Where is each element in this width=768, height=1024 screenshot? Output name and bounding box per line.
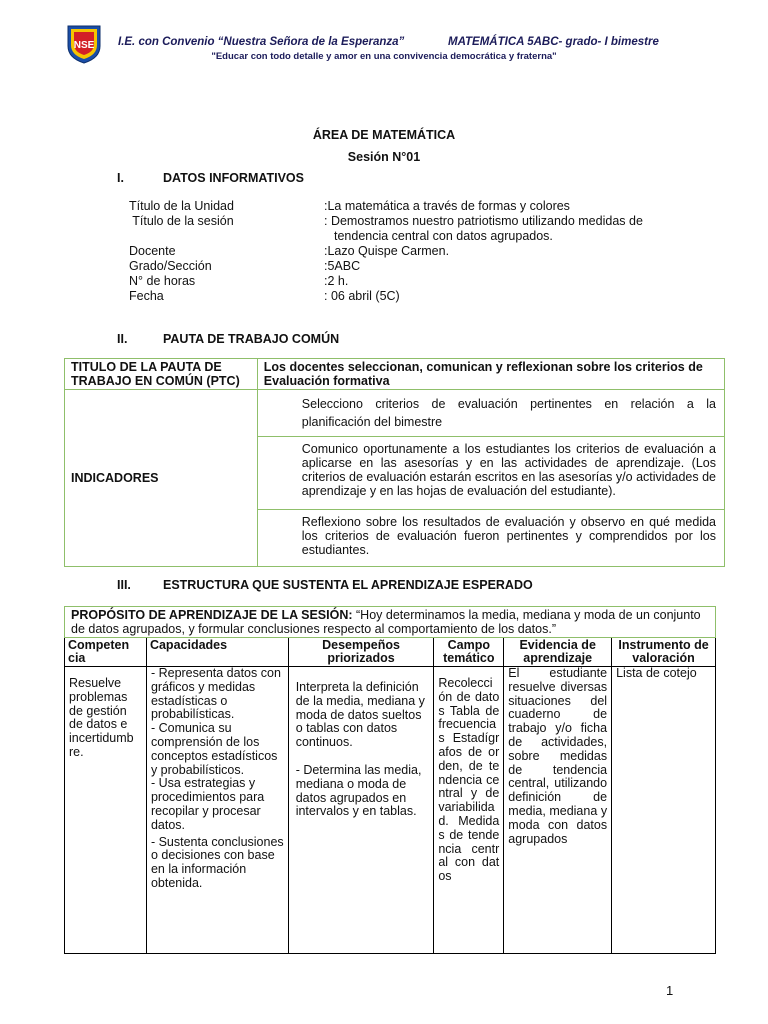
info-block bbox=[129, 199, 689, 309]
section-title: ESTRUCTURA QUE SUSTENTA EL APRENDIZAJE ESPERADO bbox=[163, 578, 533, 592]
table-row bbox=[65, 359, 725, 390]
list-item: Interpreta la definición de la media, mediana y moda de datos sueltos o tablas con datos continuos. bbox=[295, 680, 425, 750]
section-heading-2 bbox=[117, 332, 517, 348]
instrumento-cell bbox=[612, 667, 716, 954]
list-item: - Representa datos con gráficos y medidas estadísticas o probabilísticas. bbox=[150, 666, 281, 722]
info-value: tendencia central con datos agrupados. bbox=[334, 229, 553, 243]
list-item bbox=[264, 515, 718, 557]
list-item bbox=[264, 442, 718, 498]
competencia-cell bbox=[65, 667, 147, 954]
competencia-text: Resuelve problemas de gestión de datos e incertidumb re. bbox=[69, 676, 134, 759]
list-item bbox=[264, 395, 718, 431]
school-motto: "Educar con todo detalle y amor en una convivencia democrática y fraterna" bbox=[211, 51, 557, 62]
column-header: Desempeños priorizados bbox=[288, 638, 434, 667]
table-header-row bbox=[65, 638, 716, 667]
capacidades-cell bbox=[146, 667, 288, 954]
instrumento-text: Lista de cotejo bbox=[616, 666, 697, 680]
info-label: Grado/Sección bbox=[129, 259, 212, 273]
info-label: N° de horas bbox=[129, 274, 196, 288]
section-number: III. bbox=[117, 578, 131, 592]
section-heading-1 bbox=[117, 171, 517, 187]
desempenos-cell bbox=[288, 667, 434, 954]
page-number: 1 bbox=[666, 983, 674, 998]
learning-structure-table bbox=[64, 606, 716, 954]
indicator-cell bbox=[257, 510, 724, 567]
info-label: Docente bbox=[129, 244, 176, 258]
header-line bbox=[118, 36, 659, 48]
table-row bbox=[65, 607, 716, 638]
school-name: I.E. con Convenio “Nuestra Señora de la Esperanza” bbox=[118, 36, 405, 48]
info-label: Título de la Unidad bbox=[129, 199, 234, 213]
list-item: - Determina las media, mediana o moda de datos agrupados en intervalos y en tablas. bbox=[295, 762, 422, 819]
section-number: I. bbox=[117, 171, 124, 185]
section-heading-3 bbox=[117, 578, 617, 594]
logo-lettering: NSE bbox=[73, 40, 95, 51]
section-number: II. bbox=[117, 332, 128, 346]
column-header: Evidencia de aprendizaje bbox=[504, 638, 612, 667]
ptc-label: TITULO DE LA PAUTA DE TRABAJO EN COMÚN (PTC) bbox=[65, 359, 258, 390]
indicator-text: Reflexiono sobre los resultados de evaluación y observo en qué medida los criterios de evaluación fueron pertinentes y comprendidos por los estudiantes. bbox=[301, 515, 716, 557]
info-value: :2 h. bbox=[324, 274, 349, 288]
campo-text: Recolección de datos Tabla de frecuencias Estadígrafos de orden, de tendencia central y de variabilidad. Medidas de tendencia central con datos bbox=[438, 676, 500, 884]
ptc-table bbox=[64, 358, 725, 567]
column-header: Campo temático bbox=[434, 638, 504, 667]
evidencia-cell bbox=[504, 667, 612, 954]
column-header: Competen cia bbox=[65, 638, 147, 667]
indicators-label: INDICADORES bbox=[65, 390, 258, 567]
purpose-text: “Hoy determinamos la media, mediana y moda de un conjunto de datos agrupados, y formular conclusiones respecto al comportamiento de los datos.” bbox=[71, 608, 701, 636]
evidencia-text: El estudiante resuelve diversas situaciones del cuaderno de trabajo y/o ficha de actividades, sobre medidas de tendencia central, utilizando definición de media, mediana y moda con datos agrupados bbox=[508, 666, 608, 846]
section-title: DATOS INFORMATIVOS bbox=[163, 171, 304, 185]
list-item: - Sustenta conclusiones o decisiones con base en la información obtenida. bbox=[150, 834, 284, 890]
purpose-cell bbox=[65, 607, 716, 638]
purpose-label: PROPÓSITO DE APRENDIZAJE DE LA SESIÓN: bbox=[71, 608, 356, 622]
table-row bbox=[65, 390, 725, 437]
info-label: Fecha bbox=[129, 289, 164, 303]
info-label: Título de la sesión bbox=[129, 214, 234, 228]
section-title: PAUTA DE TRABAJO COMÚN bbox=[163, 332, 340, 346]
info-value: : Demostramos nuestro patriotismo utilizando medidas de bbox=[324, 214, 643, 228]
indicator-text: Comunico oportunamente a los estudiantes los criterios de evaluación a aplicarse en las asesorías y en las actividades de aprendizaje. (Los criterios de evaluación estarán escritos en las asesorías y/o actividades de aprendizaje y en las hojas de evaluación del estudiante). bbox=[301, 442, 716, 498]
course-label: MATEMÁTICA 5ABC- grado- I bimestre bbox=[448, 36, 659, 48]
info-value: :5ABC bbox=[324, 259, 361, 273]
table-row bbox=[65, 667, 716, 954]
page-title: ÁREA DE MATEMÁTICA bbox=[312, 128, 456, 142]
indicator-cell bbox=[257, 437, 724, 510]
column-header: Capacidades bbox=[146, 638, 288, 667]
column-header: Instrumento de valoración bbox=[612, 638, 716, 667]
indicator-cell bbox=[257, 390, 724, 437]
list-item: - Usa estrategias y procedimientos para recopilar y procesar datos. bbox=[150, 776, 265, 832]
session-title: Sesión N°01 bbox=[347, 150, 421, 164]
indicator-text: Selecciono criterios de evaluación pertinentes en relación a la planificación del bimestre bbox=[301, 397, 716, 429]
ptc-value: Los docentes seleccionan, comunican y reflexionan sobre los criterios de Evaluación formativa bbox=[257, 359, 724, 390]
info-value: :Lazo Quispe Carmen. bbox=[324, 244, 450, 258]
campo-cell bbox=[434, 667, 504, 954]
info-value: :La matemática a través de formas y colores bbox=[324, 199, 570, 213]
list-item: - Comunica su comprensión de los conceptos estadísticos y probabilísticos. bbox=[150, 721, 278, 777]
info-value: : 06 abril (5C) bbox=[324, 289, 400, 303]
